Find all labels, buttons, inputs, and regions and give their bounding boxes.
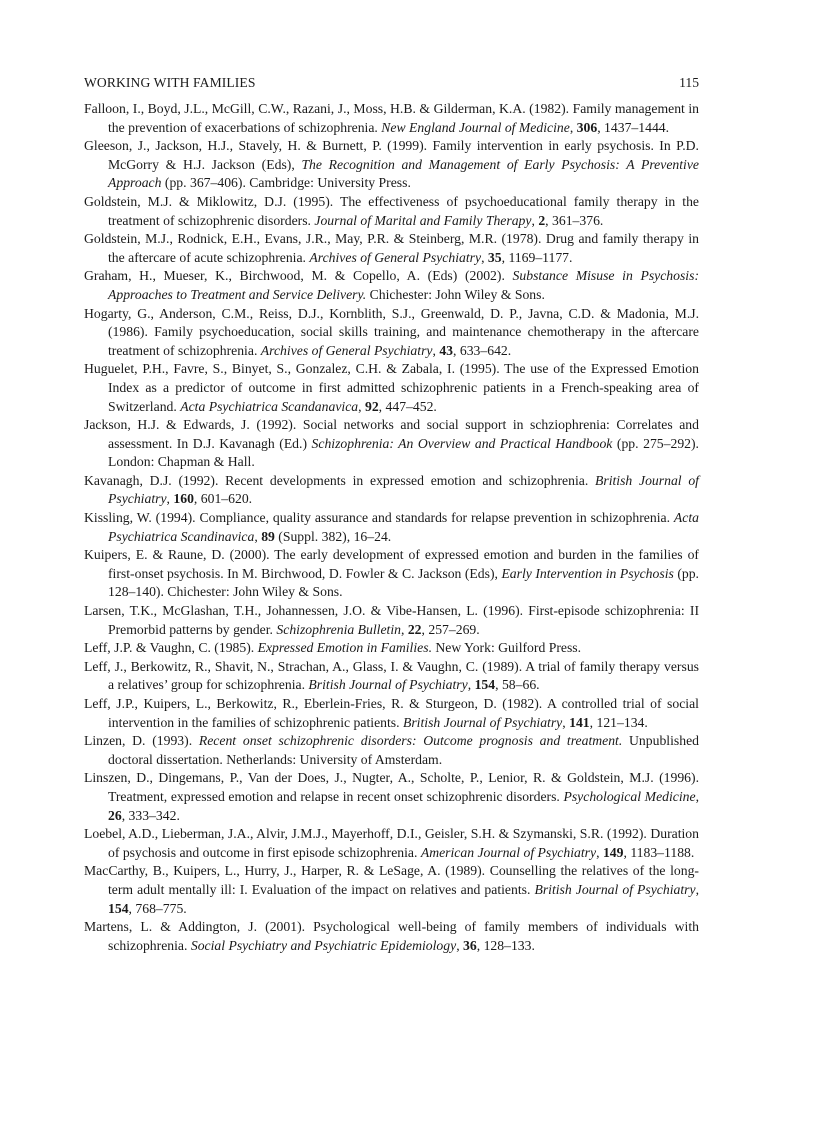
reference-entry: Goldstein, M.J., Rodnick, E.H., Evans, J.R., May, P.R. & Steinberg, M.R. (1978). Drug and family therapy in the aftercare of acute schizophrenia. Archives of General Psychiatry, 35, 1169–1177. (84, 231, 700, 265)
running-header (84, 73, 699, 93)
page-number: 115 (679, 75, 699, 90)
reference-entry: Hogarty, G., Anderson, C.M., Reiss, D.J., Kornblith, S.J., Greenwald, D. P., Javna, C.D. & Madonia, M.J. (1986). Family psychoeducation, social skills training, and maintenance chemotherapy in the aftercare treatment of schizophrenia. Archives of General Psychiatry, 43, 633–642. (84, 305, 699, 358)
reference-list (84, 100, 699, 955)
reference-entry: Leff, J., Berkowitz, R., Shavit, N., Strachan, A., Glass, I. & Vaughn, C. (1989). A trial of family therapy versus a relatives’ group for schizophrenia. British Journal of Psychiatry, 154, 58–66. (84, 658, 699, 693)
reference-entry: Graham, H., Mueser, K., Birchwood, M. & Copello, A. (Eds) (2002). Substance Misuse in Psychosis: Approaches to Treatment and Service Delivery. Chichester: John Wiley & Sons. (84, 268, 699, 302)
reference-entry: Falloon, I., Boyd, J.L., McGill, C.W., Razani, J., Moss, H.B. & Gilderman, K.A. (1982). Family management in the prevention of exacerbations of schizophrenia. New England Journal of Medicine, 306, 1437–1444. (84, 101, 700, 135)
reference-entry: Kuipers, E. & Raune, D. (2000). The early development of expressed emotion and burden in the families of first-onset psychosis. In M. Birchwood, D. Fowler & C. Jackson (Eds), Early Intervention in Psychosis (pp. 128–140). Chichester: John Wiley & Sons. (84, 547, 699, 600)
reference-entry: Goldstein, M.J. & Miklowitz, D.J. (1995). The effectiveness of psychoeducational family therapy in the treatment of schizophrenic disorders. Journal of Marital and Family Therapy, 2, 361–376. (84, 193, 699, 228)
reference-entry: Gleeson, J., Jackson, H.J., Stavely, H. & Burnett, P. (1999). Family intervention in early psychosis. In P.D. McGorry & H.J. Jackson (Eds), The Recognition and Management of Early Psychosis: A Preventive Approach (pp. 367–406). Cambridge: University Press. (84, 138, 699, 191)
reference-entry: Loebel, A.D., Lieberman, J.A., Alvir, J.M.J., Mayerhoff, D.I., Geisler, S.H. & Szymanski, S.R. (1992). Duration of psychosis and outcome in first episode schizophrenia. American Journal of Psychiatry, 149, 1183–1188. (84, 826, 699, 860)
reference-entry: Huguelet, P.H., Favre, S., Binyet, S., Gonzalez, C.H. & Zabala, I. (1995). The use of the Expressed Emotion Index as a predictor of outcome in first admitted schizophrenic patients in a French-speaking area of Switzerland. Acta Psychiatrica Scandanavica, 92, 447–452. (84, 361, 699, 414)
reference-entry: Kavanagh, D.J. (1992). Recent developments in expressed emotion and schizophrenia. British Journal of Psychiatry, 160, 601–620. (84, 472, 699, 507)
reference-entry: Kissling, W. (1994). Compliance, quality assurance and standards for relapse prevention in schizophrenia. Acta Psychiatrica Scandinavica, 89 (Suppl. 382), 16–24. (84, 510, 699, 544)
reference-entry: Linszen, D., Dingemans, P., Van der Does, J., Nugter, A., Scholte, P., Lenior, R. & Goldstein, M.J. (1996). Treatment, expressed emotion and relapse in recent onset schizophrenic disorders. Psychological Medicine, 26, 333–342. (84, 770, 700, 823)
running-title: WORKING WITH FAMILIES (84, 75, 256, 90)
reference-entry: Leff, J.P. & Vaughn, C. (1985). Expressed Emotion in Families. New York: Guilford Press. (84, 640, 582, 656)
reference-entry: Larsen, T.K., McGlashan, T.H., Johannessen, J.O. & Vibe-Hansen, L. (1996). First-episode schizophrenia: II Premorbid patterns by gender. Schizophrenia Bulletin, 22, 257–269. (84, 603, 700, 637)
reference-entry: MacCarthy, B., Kuipers, L., Hurry, J., Harper, R. & LeSage, A. (1989). Counselling the relatives of the long-term adult mentally ill: I. Evaluation of the impact on relatives and patients. British Journal of Psychiatry, 154, 768–775. (84, 863, 699, 916)
reference-entry: Leff, J.P., Kuipers, L., Berkowitz, R., Eberlein-Fries, R. & Sturgeon, D. (1982). A controlled trial of social intervention in the families of schizophrenic patients. British Journal of Psychiatry, 141, 121–134. (84, 696, 699, 730)
reference-entry: Jackson, H.J. & Edwards, J. (1992). Social networks and social support in schziophrenia: Correlates and assessment. In D.J. Kavanagh (Ed.) Schizophrenia: An Overview and Practical Handbook (pp. 275–292). London: Chapman & Hall. (84, 417, 699, 470)
reference-entry: Martens, L. & Addington, J. (2001). Psychological well-being of family members of individuals with schizophrenia. Social Psychiatry and Psychiatric Epidemiology, 36, 128–133. (84, 919, 699, 953)
reference-entry: Linzen, D. (1993). Recent onset schizophrenic disorders: Outcome prognosis and treatment. Unpublished doctoral dissertation. Netherlands: University of Amsterdam. (84, 733, 699, 767)
